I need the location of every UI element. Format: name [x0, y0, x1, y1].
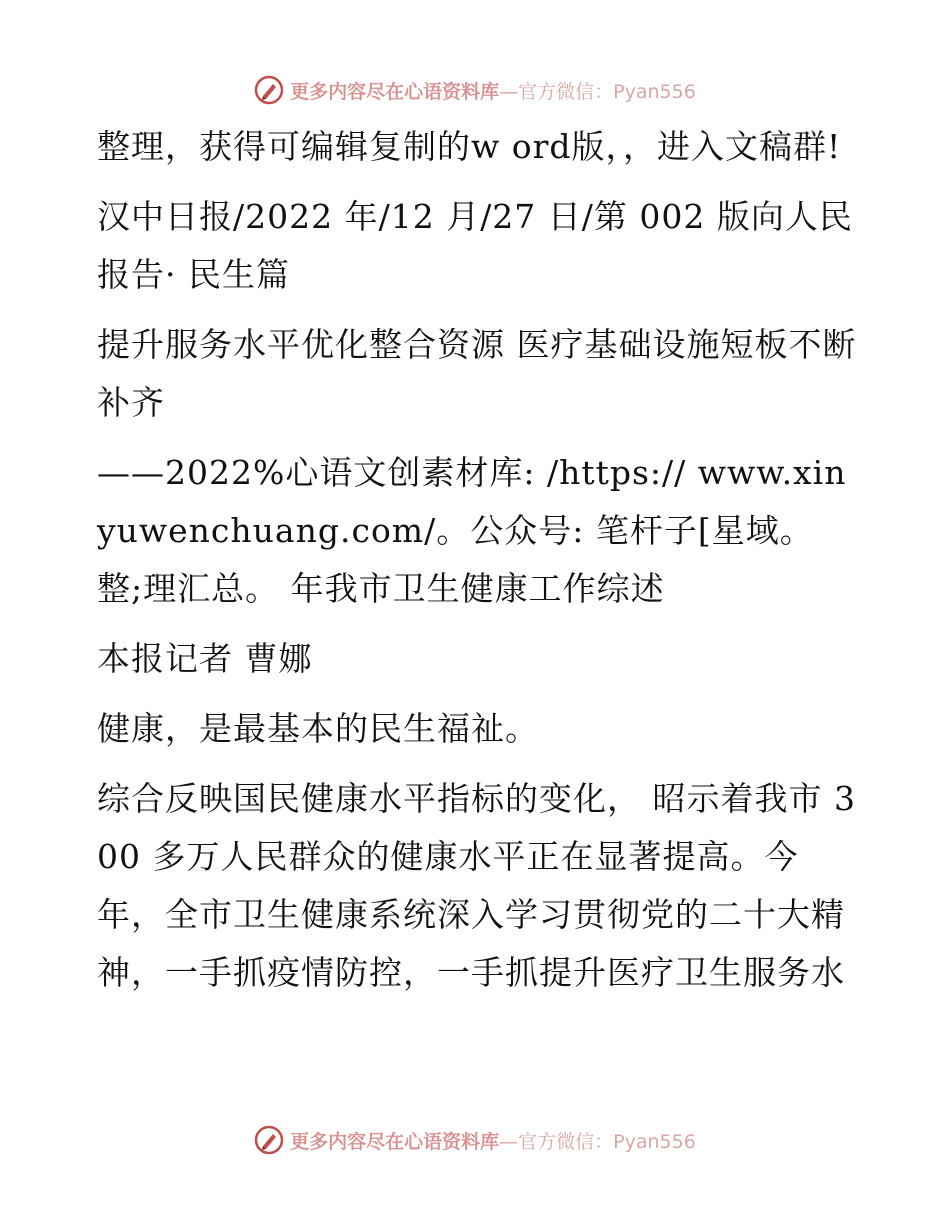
document-body — [97, 118, 857, 1014]
pen-logo-icon — [254, 75, 284, 105]
pen-logo-icon — [254, 1125, 284, 1155]
paragraph-body: 综合反映国民健康水平指标的变化， 昭示着我市 300 多万人民群众的健康水平正在显著提高。今年，全市卫生健康系统深入学习贯彻党的二十大精神，一手抓疫情防控，一手抓提升医疗卫生服务水 — [97, 779, 856, 992]
watermark-footer — [0, 1120, 950, 1160]
paragraph-byline: 本报记者 曹娜 — [97, 639, 313, 678]
paragraph-lead: 健康，是最基本的民生福祉。 — [97, 709, 539, 748]
watermark-main-text: 更多内容尽在心语资料库 — [290, 80, 500, 103]
watermark-main-text: 更多内容尽在心语资料库 — [290, 1130, 500, 1153]
paragraph-intro: 整理，获得可编辑复制的w ord版，，进入文稿群! — [97, 127, 842, 166]
watermark-contact-text: —官方微信：Pyan556 — [499, 1130, 696, 1153]
paragraph-subheadline: ——2022%心语文创素材库: /https:// www.xinyuwenchuang.com/。公众号: 笔杆子[星域。整;理汇总。 年我市卫生健康工作综述 — [97, 453, 847, 608]
paragraph-headline: 提升服务水平优化整合资源 医疗基础设施短板不断补齐 — [97, 325, 857, 422]
watermark-header — [0, 70, 950, 110]
watermark-contact-text: —官方微信：Pyan556 — [499, 80, 696, 103]
paragraph-source: 汉中日报/2022 年/12 月/27 日/第 002 版向人民报告· 民生篇 — [97, 197, 853, 294]
